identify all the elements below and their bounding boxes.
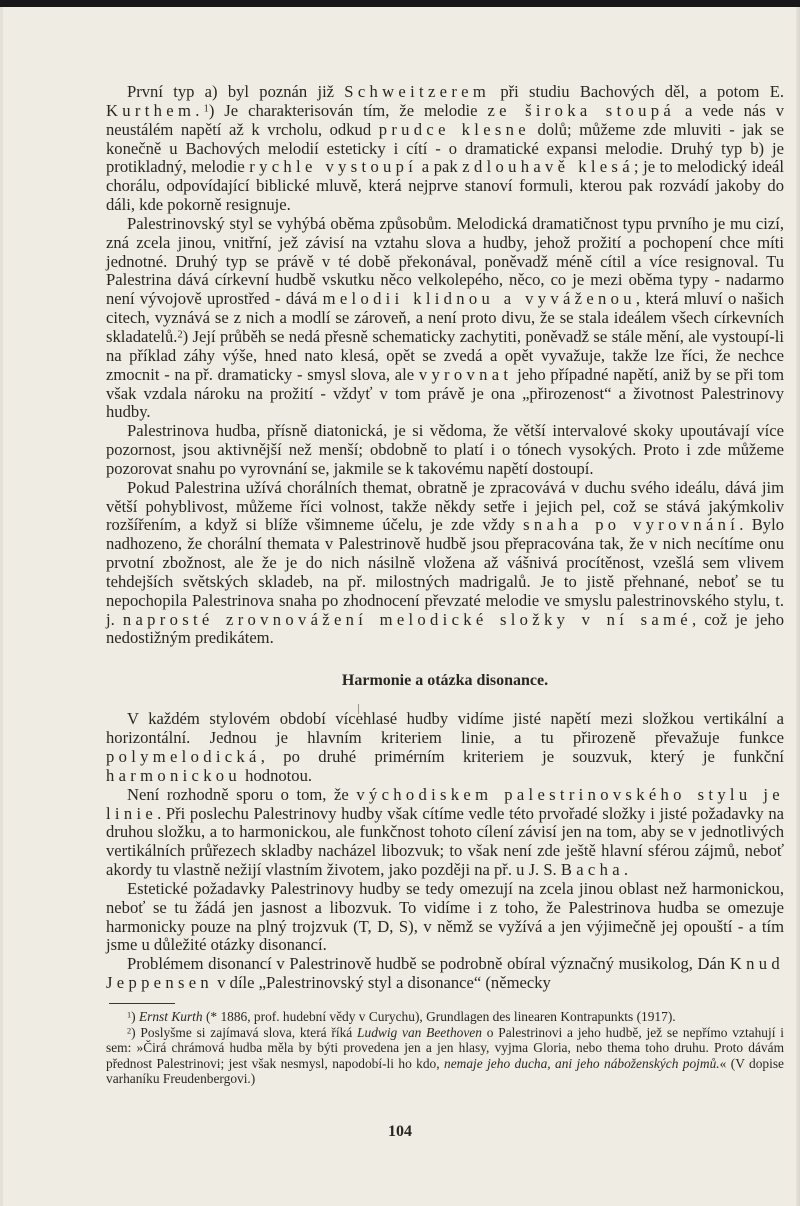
footnote-marker: 1 — [127, 1010, 132, 1020]
text-run: hodnotou. — [241, 765, 313, 785]
emphasized-text: naprosté zrovnovážení melodické složky v ní samé — [122, 609, 692, 629]
text-run: jeho případné napětí, aniž by se při tom však vzdala nároku na prožití - vždyť v tom právě je ona „přirozenost“ a životnost Palestrinovy hudby. — [106, 364, 785, 422]
emphasized-text: melodii klidnou a vyváženou — [322, 289, 636, 309]
footnote — [106, 1009, 784, 1025]
text-run: a pak — [417, 157, 463, 177]
text-run: (* 1886, prof. hudební vědy v Curychu), Grundlagen des linearen Kontrapunkts (1917). — [202, 1008, 676, 1024]
text-run: o Palestrinovi a jeho hudbě, jež se nepřímo vztahují i sem: »Čirá chrámová hudba měla by býti provedena jen a jen hlasy, vyjma Gloria, nebo thema toho druhu. Proto dávám přednost Palestrinovi; jest však nesmysl, napodobí-li ho kdo, — [106, 1024, 784, 1071]
footnote-marker: 1 — [203, 103, 209, 115]
section-heading: Harmonie a otázka disonance. — [341, 672, 549, 690]
body-text-part-1 — [106, 83, 784, 648]
footnotes — [106, 1009, 784, 1087]
paragraph — [106, 786, 784, 880]
text-run: dolů; můžeme zde mluviti - jak se konečně u Bachových melodií esteticky i cítí - o dramatické expansi melodie. Druhý typ b) je protikladný, melodie — [106, 119, 785, 177]
italic-text: Ludwig van Beethoven — [357, 1024, 482, 1040]
text-run: Palestrinovský styl se vyhýbá oběma způsobům. Melodická dramatičnost typu prvního je mu cizí, zná zcela jinou, vnitřní, jež závisí na vztahu slova a hudby, jehož prožití a pochopení chce míti jednotné. Druhý typ se právě v té době překonával, poněvadž méně cítil a více resignoval. Tu Palestrina dává církevní hudbě vskutku něco velkolepého, něco, co je mezi oběma typy - nadarmo není vývojově uprostřed - dává — [106, 213, 784, 309]
footnote-marker: 2 — [127, 1025, 132, 1035]
body-text-part-2 — [106, 710, 784, 993]
footnote-rule — [109, 1003, 175, 1004]
emphasized-text: Knud Jeppensen — [106, 954, 784, 993]
text-run: při studiu Bachových děl, a potom E. — [490, 82, 784, 101]
emphasized-text: zdlouhavě klesá — [462, 157, 634, 177]
text-run: Palestrinova hudba, přísně diatonická, je si vědoma, že větší intervalové skoky upoutávají více pozornost, jsou aktivnější než menší; obdobně to platí i o tónech vysokých. Proto i zde můžeme pozorovat snahu po vyrovnání se, jakmile se k takovému napětí dostoupí. — [106, 421, 784, 478]
text-run: . — [623, 860, 629, 880]
scan-right-edge — [796, 7, 800, 1206]
page-number: 104 — [388, 1123, 412, 1140]
emphasized-text: snaha po vyrovnání — [523, 515, 740, 535]
emphasized-text: harmonickou — [106, 765, 242, 785]
emphasized-text: východiskem palestrinovského stylu je linie — [106, 784, 784, 823]
text-run: , což je jeho nedostižným predikátem. — [106, 609, 784, 648]
paragraph — [106, 83, 784, 215]
paragraph — [106, 880, 784, 955]
paragraph — [106, 422, 784, 479]
emphasized-text: rychle vystoupí — [249, 157, 418, 177]
book-page-body — [106, 83, 784, 1087]
paragraph — [106, 710, 784, 785]
text-run: ) Je charakterisován tím, že melodie — [208, 100, 488, 120]
text-run: Problémem disonancí v Palestrinově hudbě se podrobně obíral význačný musikolog, Dán — [127, 954, 730, 974]
emphasized-text: polymelodická — [106, 747, 261, 766]
italic-text: nemaje jeho ducha, ani jeho náboženských pojmů. — [444, 1055, 720, 1071]
text-run: v díle „Palestrinovský styl a disonance“ (německy — [213, 973, 551, 993]
scan-left-edge — [0, 7, 3, 1206]
text-run: a vede nás v neustálém napětí až k vrcholu, odkud — [106, 100, 784, 139]
text-run: ; je to melodický ideál chorálu, odpovídající biblické mluvě, která nejprve stanoví formuli, kterou pak rozvádí jakoby do dáli, kde pokorně resignuje. — [106, 157, 784, 215]
text-run: . Bylo nadhozeno, že chorální themata v Palestrinově hudbě jsou přepracována tak, že v nich necítíme onu prvotní zbožnost, ale že je do nich násilně vložena až vášnivá procítěnost, vzešlá sem vlivem tehdejších světských skladeb, na př. milostných madrigalů. Je to jistě přehnané, neboť se tu nepochopila Palestrinova snaha po zhodnocení převzaté melodie ve smyslu palestrinovského stylu, t. j. — [106, 515, 784, 629]
italic-text: Ernst Kurth — [138, 1008, 203, 1024]
paragraph — [106, 215, 784, 422]
text-run: ) — [131, 1008, 139, 1024]
text-run: Estetické požadavky Palestrinovy hudby se tedy omezují na zcela jinou oblast než harmonickou, neboť se tu žádá jen jasnost a libozvuk. To vidíme i z toho, že Palestrinova hudba se omezuje harmonicky pouze na plný trojzvuk (T, D, S), v němž se vyžívá a jen výjimečně jej opouští - a tím jsme u důležité otázky disonancí. — [106, 878, 784, 955]
emphasized-text: Bacha — [560, 860, 624, 880]
text-run: ) Poslyšme si zajímavá slova, která říká — [131, 1024, 358, 1040]
text-run: , po druhé primérním kriteriem je souzvuk, který je funkční — [260, 747, 784, 766]
footnote — [106, 1025, 784, 1087]
text-run: , která mluví o našich citech, vyznává se z nich a modlí se zároveň, a není proto divu, že se stala ideálem všech církevních skladatelů. — [106, 289, 784, 346]
scan-top-edge — [0, 0, 800, 7]
emphasized-text: prudce klesne — [378, 119, 530, 139]
text-run: ) Její průběh se nedá přesně schematicky zachytiti, poněvadž se stále mění, ale vystoupí-li na příklad záhy výše, hned nato klesá, opět se zvedá a opět vyvažuje, takže lze říci, že nechce zmocnit - na př. dramaticky - smysl slova, ale — [106, 326, 784, 384]
paragraph — [106, 955, 784, 993]
text-run: První typ a) byl poznán již — [127, 82, 345, 101]
text-run: Pokud Palestrina užívá chorálních themat, obratně je zpracovává v duchu svého ideálu, dává jim větší pohyblivost, můžeme říci volnost, takže někdy setře i jejich pel, což se stává jakýmkoliv rozšířením, a když si blíže všimneme účelu, je zde vždy — [106, 477, 784, 535]
emphasized-text: Schweitzerem — [344, 82, 491, 101]
text-run: « (V dopise varhaníku Freudenbergovi.) — [106, 1055, 784, 1087]
text-run: . Při poslechu Palestrinovy hudby však cítíme vedle této prvořadé složky i jisté požadavky na druhou složku, a to harmonickou, ale funkčnost tohoto cílení závisí jen na tom, aby se v jednotlivých vertikálních průřezech skladby nacházel libozvuk; to však není zde ještě hlavní sférou zájmů, neboť akordy tu vlastně nežijí vlastním životem, jako později na př. u J. S. — [106, 803, 784, 880]
emphasized-text: vyrovnat — [418, 364, 513, 384]
paragraph — [106, 479, 784, 649]
text-run: V každém stylovém období vícehlasé hudby vidíme jisté napětí mezi složkou vertikální a horizontální. Jednou je hlavním kriteriem linie, a tu přirozeně převažuje funkce — [106, 709, 784, 748]
emphasized-text: ze široka stoupá — [487, 100, 676, 120]
emphasized-text: Kurthem. — [106, 100, 204, 120]
footnote-marker: 2 — [177, 329, 183, 341]
text-run: Není rozhodně sporu o tom, že — [127, 784, 357, 804]
